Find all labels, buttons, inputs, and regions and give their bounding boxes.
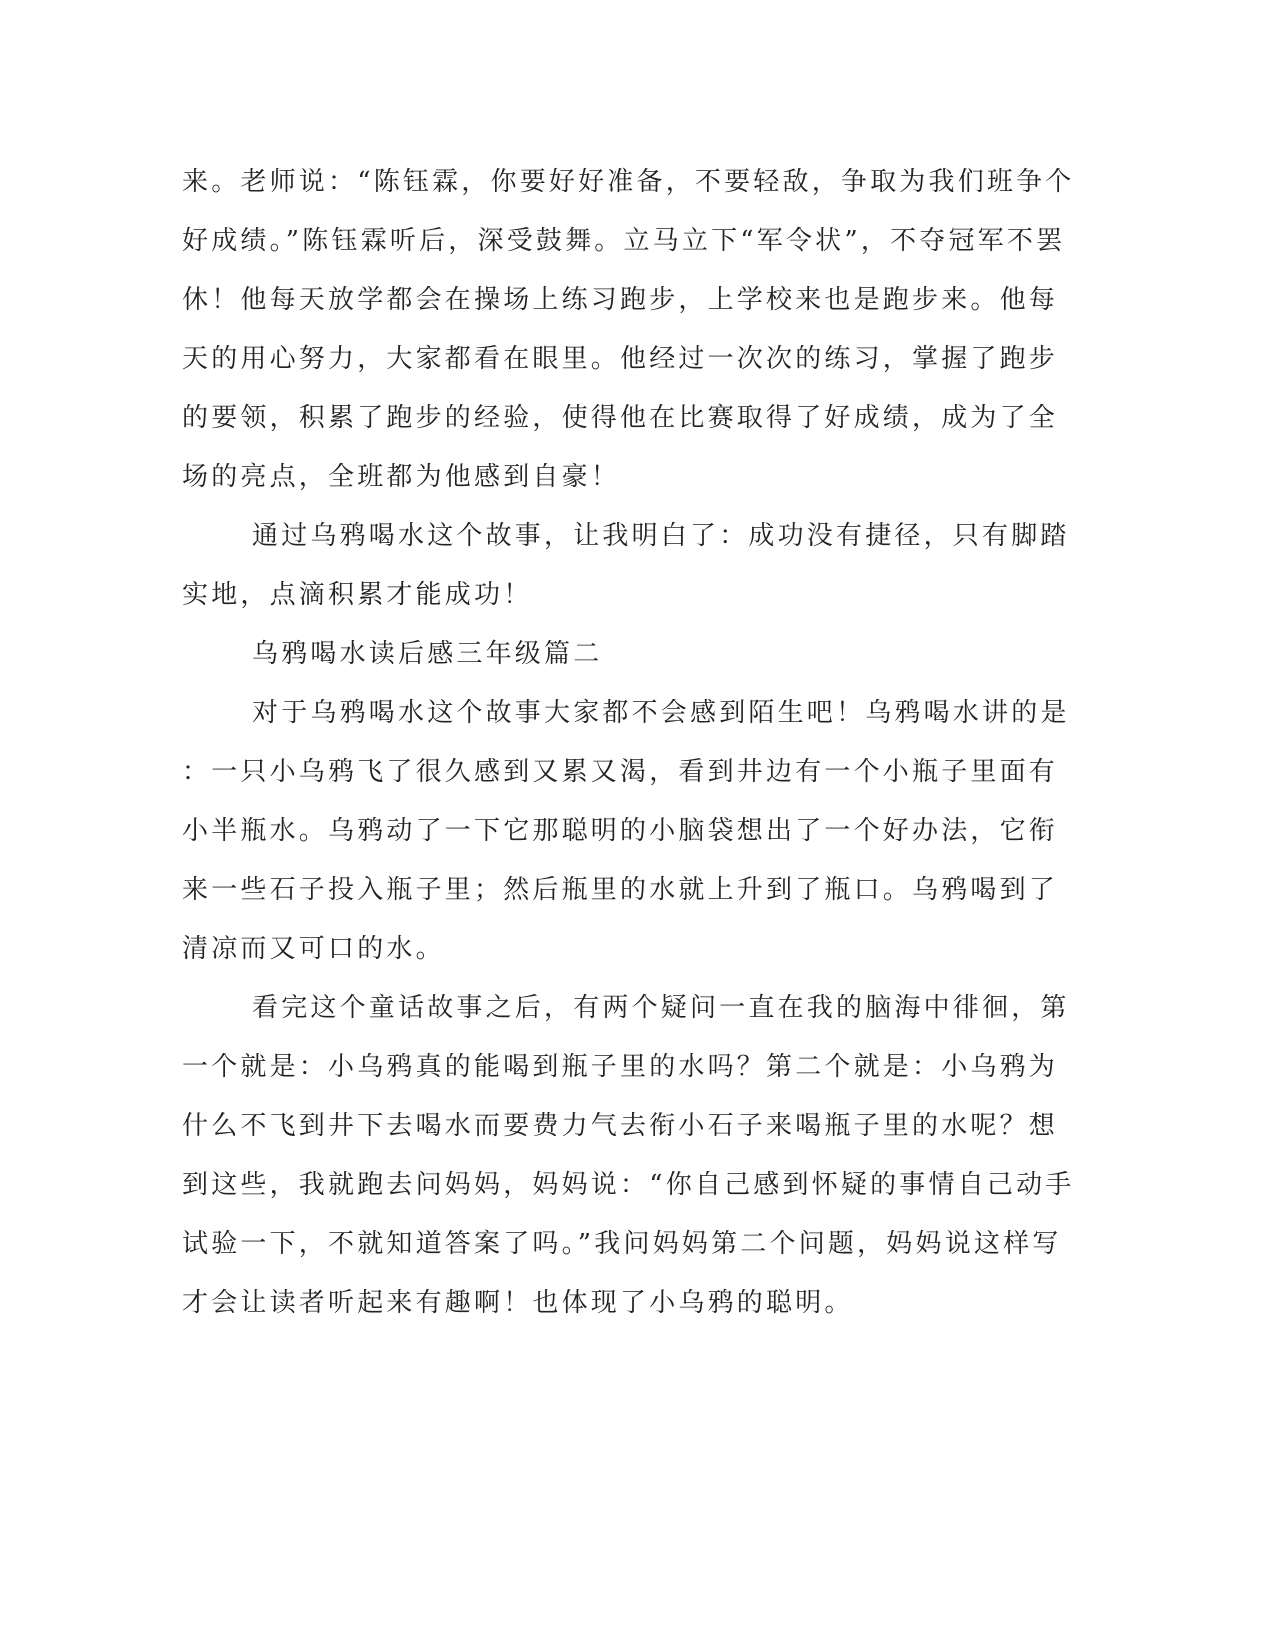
paragraph-1-line-1: 来。老师说：“陈钰霖，你要好好准备，不要轻敌，争取为我们班争个 bbox=[182, 167, 1075, 197]
paragraph-3-line-4: 来一些石子投入瓶子里；然后瓶里的水就上升到了瓶口。乌鸦喝到了 bbox=[182, 875, 1059, 905]
section-heading: 乌鸦喝水读后感三年级篇二 bbox=[252, 639, 603, 669]
paragraph-4-line-5: 试验一下，不就知道答案了吗。”我问妈妈第二个问题，妈妈说这样写 bbox=[182, 1229, 1062, 1259]
paragraph-4-line-3: 什么不飞到井下去喝水而要费力气去衔小石子来喝瓶子里的水呢？想 bbox=[182, 1111, 1059, 1141]
paragraph-2-line-1: 通过乌鸦喝水这个故事，让我明白了：成功没有捷径，只有脚踏 bbox=[252, 521, 1070, 551]
paragraph-1-line-5: 的要领，积累了跑步的经验，使得他在比赛取得了好成绩，成为了全 bbox=[182, 403, 1059, 433]
paragraph-4-line-1: 看完这个童话故事之后，有两个疑问一直在我的脑海中徘徊，第 bbox=[252, 993, 1070, 1023]
paragraph-4-line-2: 一个就是：小乌鸦真的能喝到瓶子里的水吗？第二个就是：小乌鸦为 bbox=[182, 1052, 1059, 1082]
paragraph-1-line-4: 天的用心努力，大家都看在眼里。他经过一次次的练习，掌握了跑步 bbox=[182, 344, 1059, 374]
paragraph-3-line-1: 对于乌鸦喝水这个故事大家都不会感到陌生吧！乌鸦喝水讲的是 bbox=[252, 698, 1070, 728]
paragraph-1-line-6: 场的亮点，全班都为他感到自豪！ bbox=[182, 462, 621, 492]
paragraph-3-line-3: 小半瓶水。乌鸦动了一下它那聪明的小脑袋想出了一个好办法，它衔 bbox=[182, 816, 1059, 846]
paragraph-4-line-4: 到这些，我就跑去问妈妈，妈妈说：“你自己感到怀疑的事情自己动手 bbox=[182, 1170, 1075, 1200]
paragraph-3-line-2: ：一只小乌鸦飞了很久感到又累又渴，看到井边有一个小瓶子里面有 bbox=[182, 757, 1059, 787]
paragraph-2-line-2: 实地，点滴积累才能成功！ bbox=[182, 580, 533, 610]
paragraph-1-line-2: 好成绩。”陈钰霖听后，深受鼓舞。立马立下“军令状”，不夺冠军不罢 bbox=[182, 226, 1066, 256]
paragraph-1-line-3: 休！他每天放学都会在操场上练习跑步，上学校来也是跑步来。他每 bbox=[182, 285, 1059, 315]
paragraph-3-line-5: 清凉而又可口的水。 bbox=[182, 934, 445, 964]
paragraph-4-line-6: 才会让读者听起来有趣啊！也体现了小乌鸦的聪明。 bbox=[182, 1288, 854, 1318]
